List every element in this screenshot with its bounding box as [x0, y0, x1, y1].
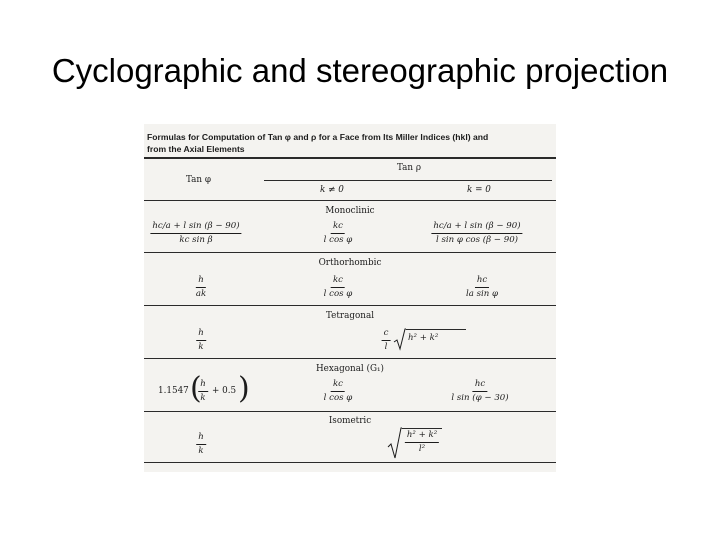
right-parenthesis: ) [238, 371, 250, 406]
header-k-zero: k = 0 [467, 185, 491, 195]
header-k-not-zero: k ≠ 0 [320, 185, 344, 195]
hexagonal-inner-tail: + 0.5 [212, 386, 237, 396]
fraction-denominator: ak [195, 289, 207, 299]
fraction-numerator: c [382, 328, 391, 341]
tetragonal-tan-phi-formula [196, 328, 206, 353]
isometric-tan-rho-root-fraction [405, 430, 439, 455]
header-tan-phi: Tan φ [186, 175, 212, 185]
hexagonal-bottom-rule [144, 411, 556, 412]
square-root-vinculum [406, 329, 466, 330]
monoclinic-bottom-rule [144, 252, 556, 253]
fraction-denominator: l [384, 342, 388, 352]
table-bottom-rule [144, 462, 556, 463]
fraction-numerator: hc/a + l sin (β − 90) [431, 221, 522, 234]
fraction-denominator: l cos φ [323, 235, 353, 245]
fraction-numerator: hc/a + l sin (β − 90) [150, 221, 241, 234]
monoclinic-tan-rho-k-zero [431, 221, 522, 246]
section-hexagonal-label: Hexagonal (G₁) [316, 364, 384, 374]
table-caption-line-2: from the Axial Elements [147, 144, 245, 154]
fraction-denominator: l cos φ [323, 393, 353, 403]
header-sub-rule [264, 180, 552, 181]
tetragonal-root-term: h² + k² [408, 333, 439, 343]
orthorhombic-tan-rho-k-not-zero [322, 275, 355, 300]
scanned-formula-table [144, 124, 556, 472]
fraction-denominator: l cos φ [323, 289, 353, 299]
fraction-denominator: k [198, 342, 204, 352]
square-root-sign [394, 328, 406, 352]
fraction-numerator: kc [331, 275, 345, 288]
section-orthorhombic-label: Orthorhombic [318, 258, 382, 268]
fraction-denominator: k [200, 393, 206, 403]
fraction-denominator: la sin φ [465, 289, 499, 299]
hexagonal-tan-rho-k-not-zero [322, 379, 355, 404]
isometric-tan-phi-formula [196, 432, 206, 457]
section-monoclinic-label: Monoclinic [325, 206, 375, 216]
tetragonal-bottom-rule [144, 358, 556, 359]
tetragonal-tan-rho-coefficient [382, 328, 391, 353]
fraction-numerator: h² + k² [405, 430, 439, 443]
fraction-numerator: kc [331, 221, 345, 234]
fraction-denominator: kc sin β [179, 235, 213, 245]
hexagonal-coefficient: 1.1547 [158, 386, 189, 396]
hexagonal-inner-fraction [198, 379, 208, 404]
square-root-vinculum [402, 428, 442, 429]
fraction-numerator: kc [331, 379, 345, 392]
fraction-denominator: l sin (φ − 30) [451, 393, 509, 403]
left-parenthesis: ( [190, 371, 202, 406]
orthorhombic-tan-phi-formula [194, 275, 208, 300]
slide-title: Cyclographic and stereographic projection [51, 52, 669, 89]
header-tan-rho: Tan ρ [397, 163, 422, 173]
section-isometric-label: Isometric [328, 416, 372, 426]
fraction-denominator: l sin φ cos (β − 90) [435, 235, 519, 245]
section-tetragonal-label: Tetragonal [325, 311, 375, 321]
table-top-rule [144, 157, 556, 159]
fraction-numerator: h [196, 328, 206, 341]
orthorhombic-tan-rho-k-zero [464, 275, 500, 300]
fraction-numerator: hc [473, 379, 487, 392]
fraction-denominator: k [198, 446, 204, 456]
square-root-sign [388, 427, 402, 461]
monoclinic-tan-phi-formula [150, 221, 241, 246]
monoclinic-tan-rho-k-not-zero [322, 221, 355, 246]
fraction-denominator: l² [418, 444, 426, 454]
fraction-numerator: h [196, 432, 206, 445]
orthorhombic-bottom-rule [144, 305, 556, 306]
fraction-numerator: h [196, 275, 206, 288]
fraction-numerator: h [198, 379, 208, 392]
header-bottom-rule [144, 200, 556, 201]
table-caption-line-1: Formulas for Computation of Tan φ and ρ for a Face from Its Miller Indices (hkl) and [147, 132, 489, 142]
hexagonal-tan-rho-k-zero [449, 379, 510, 404]
fraction-numerator: hc [475, 275, 489, 288]
